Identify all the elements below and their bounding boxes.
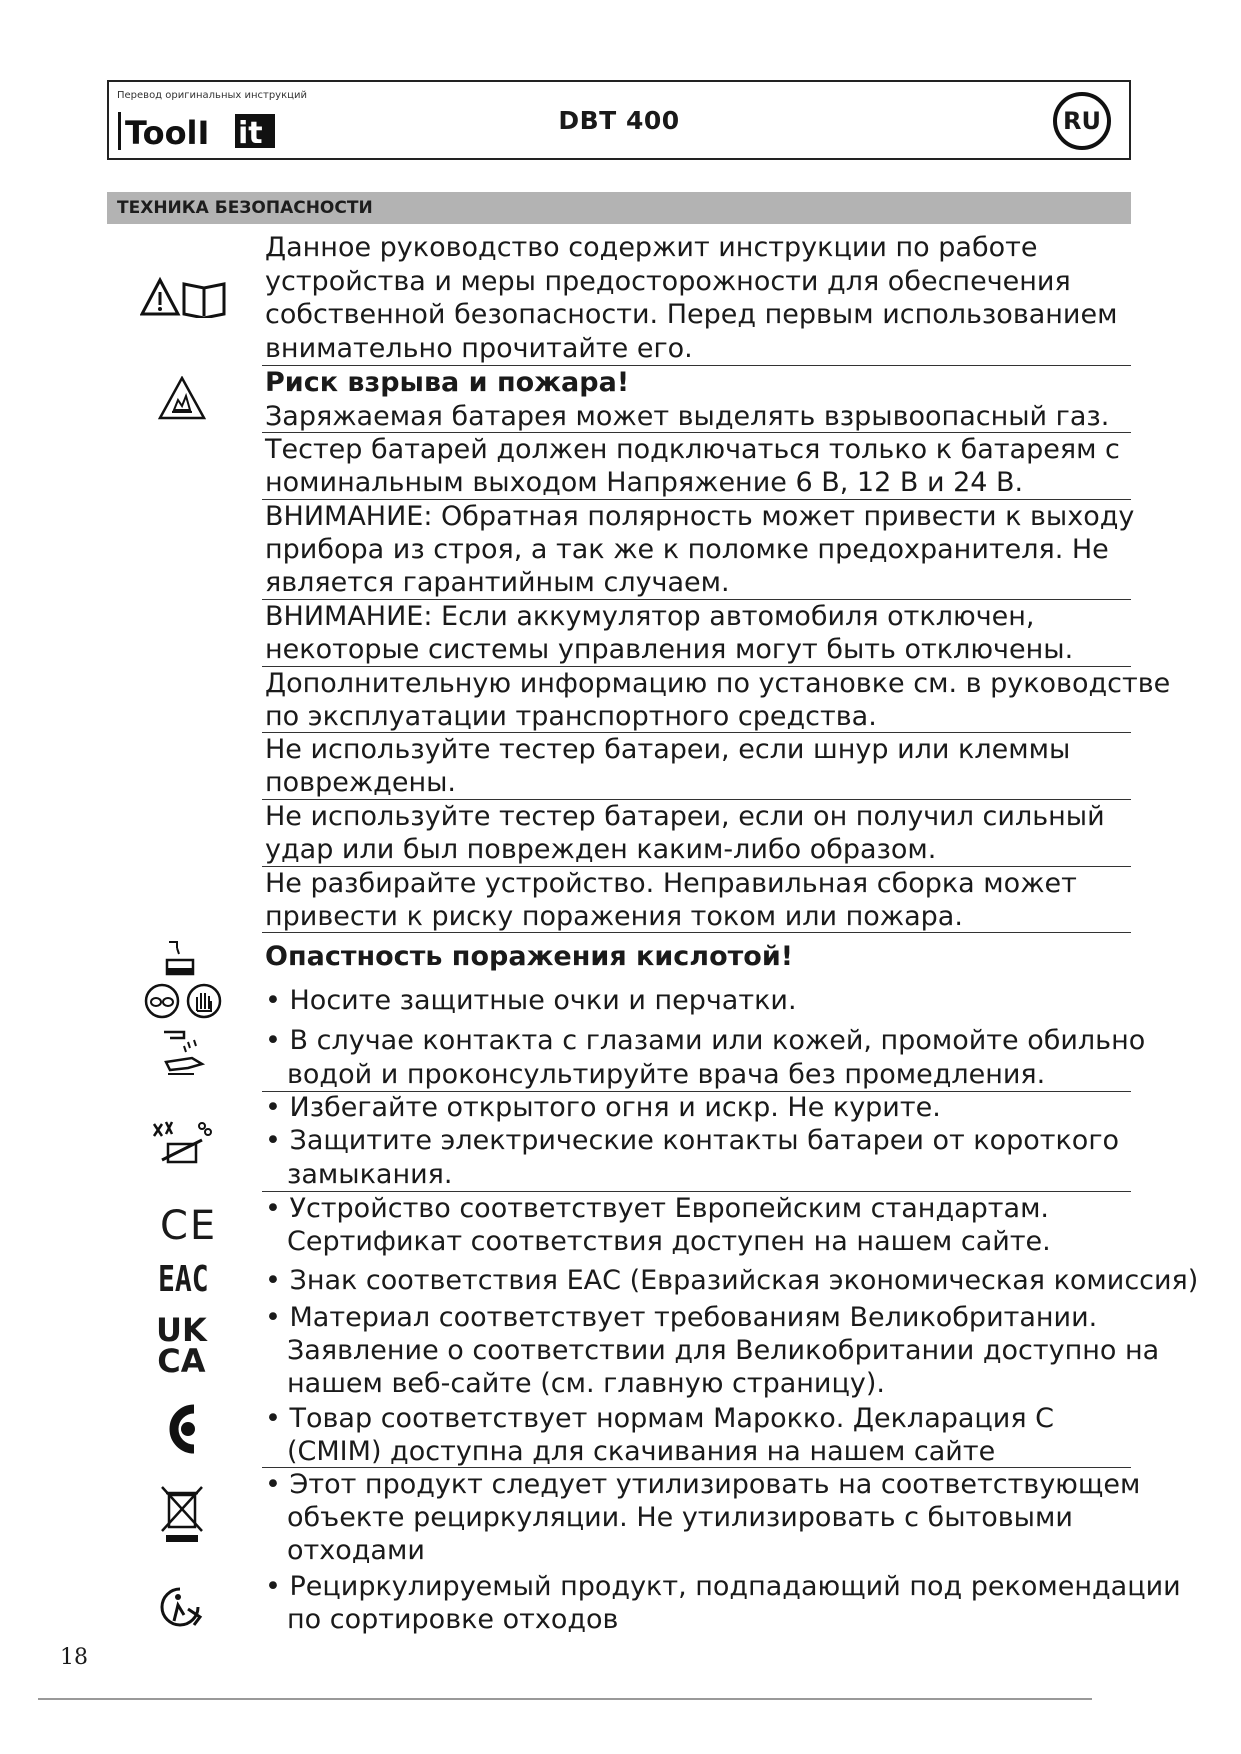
explosion-line: прибора из строя, а так же к поломке предохранителя. Не	[265, 534, 1109, 565]
eac-mark-icon: EAC	[158, 1259, 209, 1300]
warning-read-manual-icon	[140, 276, 230, 318]
intro-line: собственной безопасности. Перед первым использованием	[265, 299, 1118, 330]
explosion-line: повреждены.	[265, 767, 456, 798]
acid-bullet: • Носите защитные очки и перчатки.	[265, 985, 797, 1016]
acid-bullet: • Защитите электрические контакты батареи от короткого	[265, 1125, 1120, 1156]
acid-bullet: • Устройство соответствует Европейским стандартам.	[265, 1193, 1050, 1224]
no-fire-sparks-icon	[150, 1118, 214, 1164]
ukca-mark-icon	[156, 1311, 207, 1380]
acid-bullet-cont: нашем веб-сайте (см. главную страницу).	[287, 1368, 885, 1399]
acid-bullet-cont: (CMIM) доступна для скачивания на нашем сайте	[287, 1436, 996, 1467]
acid-hazard-icon	[163, 938, 199, 978]
explosion-line: ВНИМАНИЕ: Если аккумулятор автомобиля отключен,	[265, 601, 1035, 632]
ukca-bottom: CA	[157, 1342, 206, 1380]
intro-line: Данное руководство содержит инструкции по работе	[265, 232, 1038, 263]
goggles-gloves-icon	[144, 983, 224, 1019]
explosion-line: ВНИМАНИЕ: Обратная полярность может привести к выходу	[265, 501, 1135, 532]
acid-bullet: • Материал соответствует требованиям Великобритании.	[265, 1302, 1098, 1333]
explosion-line: Не разбирайте устройство. Неправильная сборка может	[265, 868, 1077, 899]
cmim-morocco-icon	[160, 1403, 208, 1459]
ce-mark-icon: CE	[160, 1203, 218, 1249]
explosion-line: Дополнительную информацию по установке см. в руководстве	[265, 668, 1171, 699]
acid-bullet-cont: Сертификат соответствия доступен на нашем сайте.	[287, 1226, 1051, 1257]
rinse-eyes-skin-icon	[158, 1028, 208, 1080]
intro-line: внимательно прочитайте его.	[265, 333, 693, 364]
explosion-line: привести к риску поражения током или пожара.	[265, 901, 963, 932]
footer-rule	[38, 1698, 1092, 1700]
explosion-line: является гарантийным случаем.	[265, 567, 730, 598]
page-number: 18	[60, 1645, 88, 1670]
svg-text:it: it	[238, 116, 263, 151]
acid-bullet: • Знак соответствия ЕАС (Евразийская экономическая комиссия)	[265, 1265, 1199, 1296]
ukca-top: UK	[156, 1311, 207, 1349]
explosion-line: номинальным выходом Напряжение 6 В, 12 В и 24 В.	[265, 467, 1024, 498]
acid-bullet-cont: водой и проконсультируйте врача без промедления.	[287, 1059, 1046, 1090]
acid-bullet-cont: по сортировке отходов	[287, 1604, 619, 1635]
acid-bullet: • Товар соответствует нормам Марокко. Декларация C	[265, 1403, 1055, 1434]
explosion-line: Тестер батарей должен подключаться только к батареям с	[265, 434, 1120, 465]
explosion-line: Заряжаемая батарея может выделять взрывоопасный газ.	[265, 401, 1110, 432]
explosion-line: некоторые системы управления могут быть отключены.	[265, 634, 1074, 665]
explosion-hazard-icon	[158, 376, 206, 420]
model-title: DBT 400	[558, 106, 680, 135]
document-header	[107, 80, 1131, 160]
header-subtitle: Перевод оригинальных инструкций	[117, 90, 307, 101]
divider	[262, 932, 1131, 933]
acid-bullet-cont: объекте рециркуляции. Не утилизировать с бытовыми	[287, 1502, 1073, 1533]
explosion-heading: Риск взрыва и пожара!	[265, 367, 630, 398]
acid-bullet: • Избегайте открытого огня и искр. Не курите.	[265, 1092, 941, 1123]
section-title: ТЕХНИКА БЕЗОПАСНОСТИ	[107, 192, 1131, 224]
acid-bullet: • Рециркулируемый продукт, подпадающий под рекомендации	[265, 1571, 1181, 1602]
acid-bullet-cont: замыкания.	[287, 1159, 453, 1190]
acid-heading: Опастность поражения кислотой!	[265, 941, 794, 972]
acid-bullet-cont: отходами	[287, 1535, 425, 1566]
explosion-line: Не используйте тестер батареи, если шнур или клеммы	[265, 734, 1071, 765]
acid-bullet-cont: Заявление о соответствии для Великобритании доступно на	[287, 1335, 1160, 1366]
acid-bullet: • Этот продукт следует утилизировать на соответствующем	[265, 1469, 1141, 1500]
language-badge: RU	[1053, 92, 1111, 150]
weee-crossed-bin-icon	[160, 1483, 204, 1545]
explosion-line: по эксплуатации транспортного средства.	[265, 701, 877, 732]
explosion-line: Не используйте тестер батареи, если он получил сильный	[265, 801, 1105, 832]
svg-text:ToolI: ToolI	[125, 114, 210, 152]
intro-line: устройства и меры предосторожности для обеспечения	[265, 266, 1071, 297]
explosion-line: удар или был поврежден каким-либо образом.	[265, 834, 937, 865]
acid-bullet: • В случае контакта с глазами или кожей, промойте обильно	[265, 1025, 1146, 1056]
recycling-sorting-icon	[158, 1585, 210, 1629]
